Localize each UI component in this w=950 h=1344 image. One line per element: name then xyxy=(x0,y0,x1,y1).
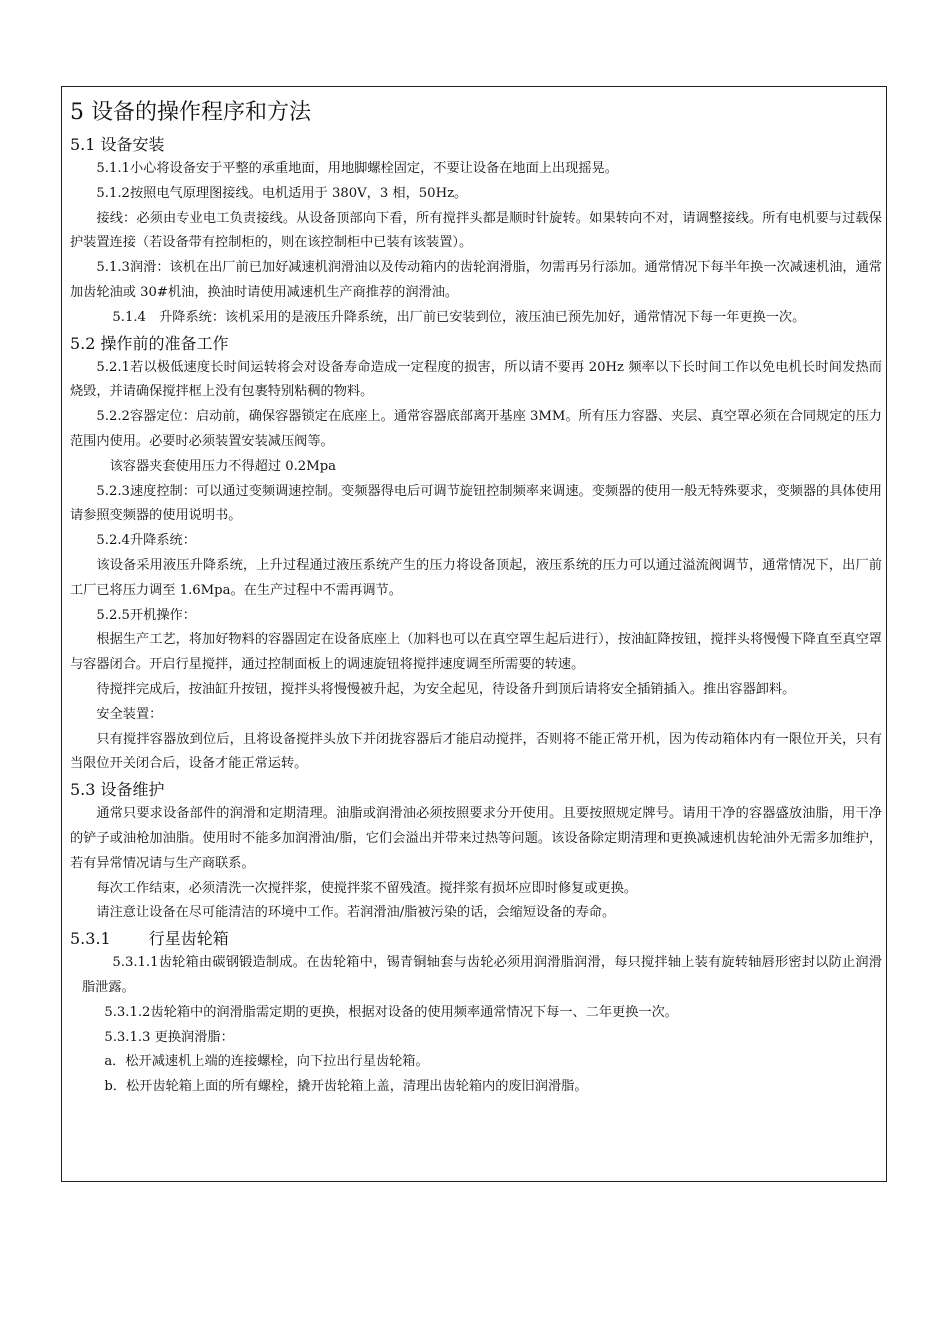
paragraph: 该设备采用液压升降系统，上升过程通过液压系统产生的压力将设备顶起，液压系统的压力可以通过溢流阀调节，通常情况下，出厂前工厂已将压力调至 1.6Mpa。在生产过程中不需再调节。 xyxy=(70,557,882,598)
section-heading-5-3-1 xyxy=(70,926,882,951)
section-heading-5-3: 5.3 设备维护 xyxy=(70,780,165,800)
paragraph: 请注意让设备在尽可能清洁的环境中工作。若润滑油/脂被污染的话，会缩短设备的寿命。 xyxy=(96,905,616,921)
paragraph: 只有搅拌容器放到位后，且将设备搅拌头放下并闭拢容器后才能启动搅拌，否则将不能正常开机，因为传动箱体内有一限位开关，只有当限位开关闭合后，设备才能正常运转。 xyxy=(70,731,882,772)
paragraph: 5.1.4 升降系统：该机采用的是液压升降系统，出厂前已安装到位，液压油已预先加好，通常情况下每一年更换一次。 xyxy=(112,309,806,325)
paragraph: 5.2.1若以极低速度长时间运转将会对设备寿命造成一定程度的损害，所以请不要再 20Hz 频率以下长时间工作以免电机长时间发热而烧毁，并请确保搅拌框上没有包裹特别粘稠的物料。 xyxy=(70,359,882,400)
chapter-heading: 5 设备的操作程序和方法 xyxy=(70,100,311,125)
paragraph: 5.2.3速度控制：可以通过变频调速控制。变频器得电后可调节旋钮控制频率来调速。变频器的使用一般无特殊要求，变频器的具体使用请参照变频器的使用说明书。 xyxy=(70,483,882,524)
paragraph: 5.2.5开机操作： xyxy=(96,607,196,623)
paragraph: 5.3.1.1齿轮箱由碳钢锻造制成。在齿轮箱中，锡青铜轴套与齿轮必须用润滑脂润滑，每只搅拌轴上装有旋转轴唇形密封以防止润滑脂泄露。 xyxy=(82,955,882,995)
paragraph: 5.1.2按照电气原理图接线。电机适用于 380V，3 相，50Hz。 xyxy=(96,185,468,201)
paragraph: 通常只要求设备部件的润滑和定期清理。油脂或润滑油必须按照要求分开使用。且要按照规定牌号。请用干净的容器盛放油脂，用干净的铲子或油枪加油脂。使用时不能多加润滑油/脂，它们会溢出并带来过热等问题。该设备除定期清理和更换减速机齿轮油外无需多加维护，若有异常情况请与生产商联系。 xyxy=(70,806,882,871)
section-number: 5.3.1 xyxy=(70,929,111,949)
paragraph: 5.3.1.3 更换润滑脂： xyxy=(104,1029,234,1045)
paragraph: 5.3.1.2齿轮箱中的润滑脂需定期的更换，根据对设备的使用频率通常情况下每一、二年更换一次。 xyxy=(104,1004,678,1020)
paragraph: 该容器夹套使用压力不得超过 0.2Mpa xyxy=(109,458,337,474)
paragraph: 5.2.4升降系统： xyxy=(96,533,196,549)
section-title: 行星齿轮箱 xyxy=(148,929,229,949)
paragraph: 安全装置： xyxy=(96,706,163,722)
section-heading-5-2: 5.2 操作前的准备工作 xyxy=(70,333,229,353)
paragraph: 每次工作结束，必须清洗一次搅拌浆，使搅拌浆不留残渣。搅拌浆有损坏应即时修复或更换。 xyxy=(96,880,638,896)
paragraph: a．松开减速机上端的连接螺栓，向下拉出行星齿轮箱。 xyxy=(104,1054,429,1070)
section-heading-5-1: 5.1 设备安装 xyxy=(70,135,165,154)
paragraph: b．松开齿轮箱上面的所有螺栓，撬开齿轮箱上盖，清理出齿轮箱内的废旧润滑脂。 xyxy=(104,1079,588,1095)
paragraph: 5.1.3润滑：该机在出厂前已加好减速机润滑油以及传动箱内的齿轮润滑脂，勿需再另行添加。通常情况下每半年换一次减速机油，通常加齿轮油或 30#机油，换油时请使用减速机生产商推荐的润滑油。 xyxy=(70,260,882,300)
paragraph: 接线：必须由专业电工负责接线。从设备顶部向下看，所有搅拌头都是顺时针旋转。如果转向不对，请调整接线。所有电机要与过载保护装置连接（若设备带有控制柜的，则在该控制柜中已装有该装置）。 xyxy=(70,210,882,251)
document-body xyxy=(70,96,882,1100)
paragraph: 待搅拌完成后，按油缸升按钮，搅拌头将慢慢被升起，为安全起见，待设备升到顶后请将安全插销插入。推出容器卸料。 xyxy=(96,681,796,697)
paragraph: 5.2.2容器定位：启动前，确保容器锁定在底座上。通常容器底部离开基座 3MM。所有压力容器、夹层、真空罩必须在合同规定的压力范围内使用。必要时必须装置安装减压阀等。 xyxy=(70,409,882,449)
paragraph: 5.1.1小心将设备安于平整的承重地面，用地脚螺栓固定，不要让设备在地面上出现摇晃。 xyxy=(96,161,618,176)
paragraph: 根据生产工艺，将加好物料的容器固定在设备底座上（加料也可以在真空罩生起后进行），按油缸降按钮，搅拌头将慢慢下降直至真空罩与容器闭合。开启行星搅拌，通过控制面板上的调速旋钮将搅拌速度调至所需要的转速。 xyxy=(70,632,882,673)
